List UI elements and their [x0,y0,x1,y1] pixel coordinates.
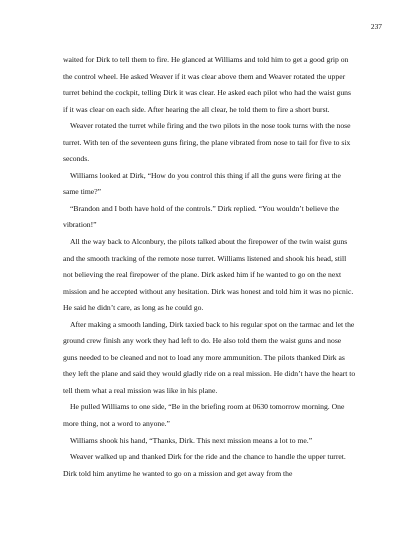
paragraph-9: Weaver walked up and thanked Dirk for the ride and the chance to handle the upper turret. Dirk told him anytime he wanted to go on a mission and get away from the [63,452,346,478]
body-text [63,52,357,482]
paragraph-7: He pulled Williams to one side, “Be in the briefing room at 0630 tomorrow morning. One more thing, not a word to anyone.” [63,402,345,429]
paragraph-8: Williams shook his hand, “Thanks, Dirk. This next mission means a lot to me.” [70,435,313,445]
page-number: 237 [370,22,382,31]
paragraph-2: Weaver rotated the turret while firing and the two pilots in the nose took turns with the nose turret. With ten of the seventeen guns firing, the plane vibrated from nose to tail for five to six seconds. [63,121,351,164]
paragraph-4: “Brandon and I both have hold of the controls.” Dirk replied. “You wouldn’t believe the vibration!” [63,203,339,230]
paragraph-3: Williams looked at Dirk, “How do you control this thing if all the guns were firing at the same time?” [63,170,341,197]
paragraph-5: All the way back to Alconbury, the pilots talked about the firepower of the twin waist guns and the smooth tracking of the remote nose turret. Williams listened and shook his head, still not believing the real firepower of the plane. Dirk asked him if he wanted to go on the next mission and he accepted without any hesitation. Dirk was honest and told him it was no picnic. He said he didn’t care, as long as he could go. [63,237,354,313]
paragraph-1: waited for Dirk to tell them to fire. He glanced at Williams and told him to get a good grip on the control wheel. He asked Weaver if it was clear above them and Weaver rotated the upper turret behind the cockpit, telling Dirk it was clear. He asked each pilot who had the waist guns if it was clear on each side. After hearing the all clear, he told them to fire a short burst. [63,55,351,114]
paragraph-6: After making a smooth landing, Dirk taxied back to his regular spot on the tarmac and let the ground crew finish any work they had left to do. He also told them the waist guns and nose guns needed to be cleaned and not to load any more ammunition. The pilots thanked Dirk as they left the plane and said they would gladly ride on a real mission. He didn’t have the heart to tell them what a real mission was like in his plane. [63,319,356,395]
